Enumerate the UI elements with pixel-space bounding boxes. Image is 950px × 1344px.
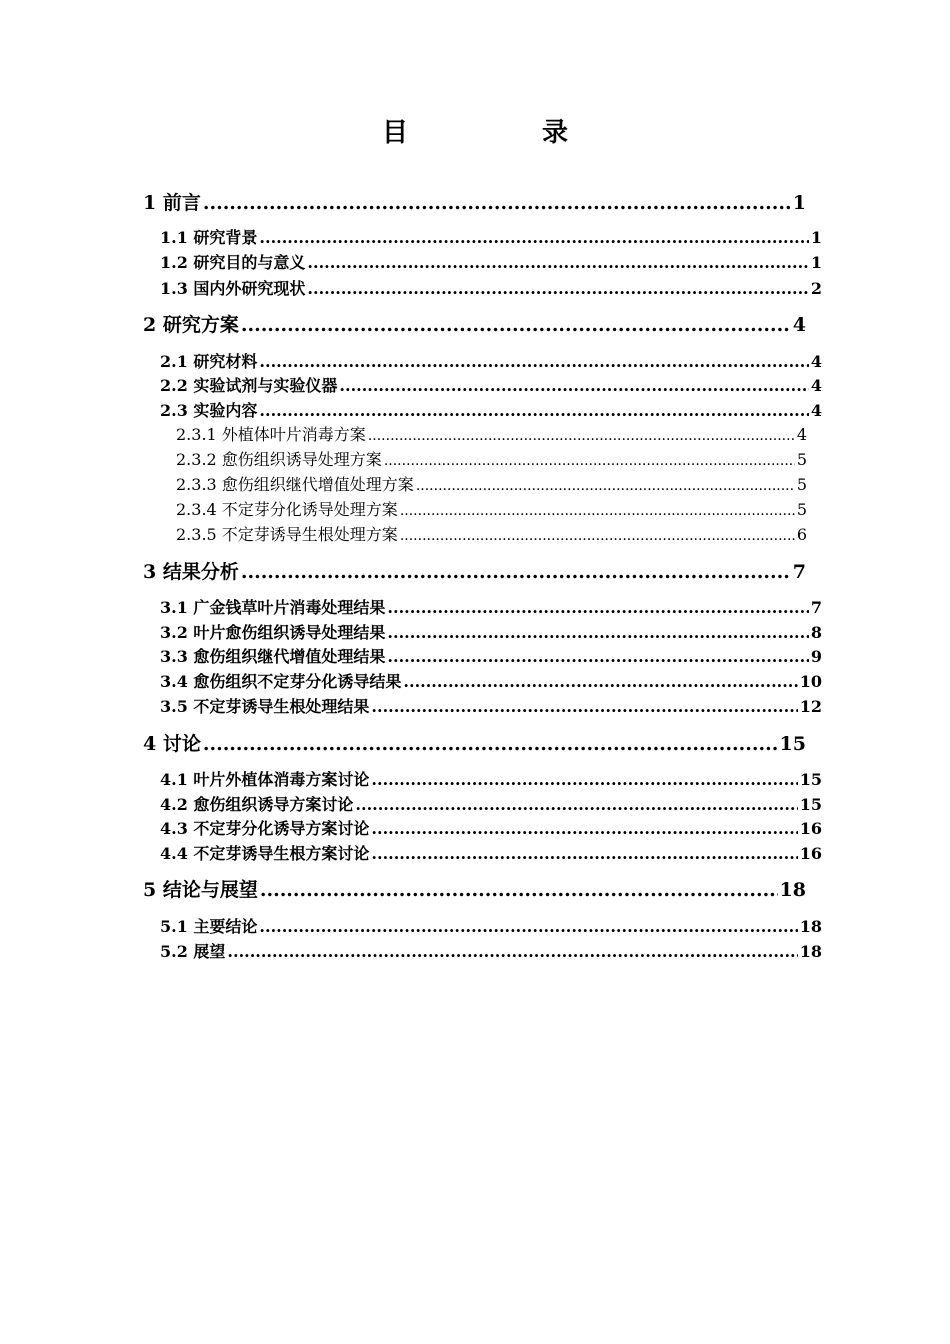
- dot-leader: [371, 769, 797, 791]
- toc-entry-label: 3.4 愈伤组织不定芽分化诱导结果: [160, 672, 402, 691]
- dot-leader: [241, 312, 791, 338]
- toc-entry-label: 1.2 研究目的与意义: [160, 253, 306, 272]
- toc-entry-page-number: 5: [796, 450, 807, 469]
- dot-leader: [387, 646, 808, 668]
- toc-entry-level2[interactable]: [160, 769, 822, 791]
- toc-entry-label: 4 讨论: [143, 733, 201, 755]
- toc-entry-page-number: 4: [810, 352, 822, 371]
- toc-title: 目 录: [381, 118, 622, 148]
- toc-entry-label: 1.3 国内外研究现状: [160, 279, 306, 298]
- toc-entry-page-number: 18: [779, 879, 806, 901]
- toc-entry-label: 3.3 愈伤组织继代增值处理结果: [160, 647, 386, 666]
- toc-entry-page-number: 18: [799, 942, 822, 961]
- toc-entry-page-number: 12: [799, 697, 822, 716]
- dot-leader: [307, 252, 808, 274]
- toc-entry-label: 4.1 叶片外植体消毒方案讨论: [160, 770, 370, 789]
- toc-entry-level2[interactable]: [160, 622, 822, 644]
- toc-entry-level2[interactable]: [160, 227, 822, 249]
- toc-entry-level2[interactable]: [160, 646, 822, 668]
- toc-entry-level2[interactable]: [160, 696, 822, 718]
- toc-entry-page-number: 4: [810, 376, 822, 395]
- toc-entry-level1[interactable]: [143, 190, 806, 216]
- dot-leader: [259, 400, 808, 422]
- dot-leader: [339, 375, 808, 397]
- toc-entry-page-number: 5: [796, 500, 807, 519]
- toc-entry-page-number: 8: [810, 623, 822, 642]
- toc-entry-label: 3 结果分析: [143, 561, 239, 583]
- dot-leader: [227, 941, 797, 963]
- toc-entry-page-number: 15: [779, 733, 806, 755]
- dot-leader: [259, 351, 808, 373]
- dot-leader: [400, 524, 795, 547]
- dot-leader: [387, 622, 808, 644]
- toc-entry-page-number: 1: [792, 192, 806, 214]
- dot-leader: [241, 559, 791, 585]
- dot-leader: [203, 190, 791, 216]
- toc-entry-label: 3.1 广金钱草叶片消毒处理结果: [160, 598, 386, 617]
- dot-leader: [403, 671, 797, 693]
- toc-entry-page-number: 16: [799, 844, 822, 863]
- dot-leader: [203, 731, 778, 757]
- dot-leader: [384, 449, 795, 472]
- toc-entry-page-number: 4: [796, 425, 807, 444]
- toc-entry-level3[interactable]: [176, 449, 807, 471]
- toc-entry-level2[interactable]: [160, 278, 822, 300]
- toc-entry-level2[interactable]: [160, 818, 822, 840]
- toc-entry-level3[interactable]: [176, 424, 807, 446]
- toc-entry-label: 2.3.1 外植体叶片消毒方案: [176, 425, 366, 444]
- dot-leader: [259, 916, 797, 938]
- dot-leader: [371, 818, 797, 840]
- toc-entry-label: 2.2 实验试剂与实验仪器: [160, 376, 338, 395]
- toc-entry-label: 3.2 叶片愈伤组织诱导处理结果: [160, 623, 386, 642]
- dot-leader: [260, 877, 778, 903]
- toc-entry-level1[interactable]: [143, 731, 806, 757]
- toc-entry-page-number: 1: [810, 228, 822, 247]
- toc-entry-label: 5 结论与展望: [143, 879, 258, 901]
- toc-entry-label: 5.2 展望: [160, 942, 226, 961]
- toc-entry-page-number: 15: [799, 795, 822, 814]
- toc-entry-label: 5.1 主要结论: [160, 917, 258, 936]
- dot-leader: [400, 499, 795, 522]
- toc-entry-page-number: 1: [810, 253, 822, 272]
- toc-entry-level2[interactable]: [160, 597, 822, 619]
- toc-entry-page-number: 6: [796, 525, 807, 544]
- toc-entry-level2[interactable]: [160, 400, 822, 422]
- toc-entry-label: 2 研究方案: [143, 314, 239, 336]
- toc-entry-level2[interactable]: [160, 252, 822, 274]
- dot-leader: [371, 696, 797, 718]
- toc-entry-level3[interactable]: [176, 474, 807, 496]
- dot-leader: [355, 794, 797, 816]
- dot-leader: [371, 843, 797, 865]
- toc-entry-label: 4.4 不定芽诱导生根方案讨论: [160, 844, 370, 863]
- toc-entry-label: 4.2 愈伤组织诱导方案讨论: [160, 795, 354, 814]
- toc-entry-page-number: 5: [796, 475, 807, 494]
- dot-leader: [368, 424, 795, 447]
- toc-entry-level2[interactable]: [160, 843, 822, 865]
- toc-entry-level3[interactable]: [176, 499, 807, 521]
- toc-entry-page-number: 4: [792, 314, 806, 336]
- toc-entry-page-number: 15: [799, 770, 822, 789]
- toc-entry-level3[interactable]: [176, 524, 807, 546]
- toc-entry-level1[interactable]: [143, 312, 806, 338]
- toc-entry-label: 1 前言: [143, 192, 201, 214]
- toc-entry-page-number: 7: [792, 561, 806, 583]
- toc-entry-level1[interactable]: [143, 877, 806, 903]
- dot-leader: [307, 278, 808, 300]
- dot-leader: [387, 597, 808, 619]
- toc-entry-label: 2.3.5 不定芽诱导生根处理方案: [176, 525, 398, 544]
- toc-entry-level2[interactable]: [160, 351, 822, 373]
- toc-entry-label: 2.3.4 不定芽分化诱导处理方案: [176, 500, 398, 519]
- toc-entry-page-number: 2: [810, 279, 822, 298]
- toc-entry-page-number: 16: [799, 819, 822, 838]
- toc-entry-label: 4.3 不定芽分化诱导方案讨论: [160, 819, 370, 838]
- toc-entry-page-number: 4: [810, 401, 822, 420]
- toc-entry-level2[interactable]: [160, 941, 822, 963]
- toc-entry-level2[interactable]: [160, 671, 822, 693]
- toc-entry-level2[interactable]: [160, 794, 822, 816]
- toc-entry-page-number: 18: [799, 917, 822, 936]
- toc-entry-label: 2.3.2 愈伤组织诱导处理方案: [176, 450, 382, 469]
- toc-entry-level1[interactable]: [143, 559, 806, 585]
- toc-entry-page-number: 10: [799, 672, 822, 691]
- dot-leader: [259, 227, 808, 249]
- toc-entry-label: 1.1 研究背景: [160, 228, 258, 247]
- toc-entry-level2[interactable]: [160, 375, 822, 397]
- toc-entry-page-number: 9: [810, 647, 822, 666]
- toc-entry-page-number: 7: [810, 598, 822, 617]
- toc-entry-label: 2.1 研究材料: [160, 352, 258, 371]
- dot-leader: [416, 474, 795, 497]
- toc-entry-label: 3.5 不定芽诱导生根处理结果: [160, 697, 370, 716]
- toc-entry-label: 2.3 实验内容: [160, 401, 258, 420]
- toc-entry-label: 2.3.3 愈伤组织继代增值处理方案: [176, 475, 414, 494]
- toc-entry-level2[interactable]: [160, 916, 822, 938]
